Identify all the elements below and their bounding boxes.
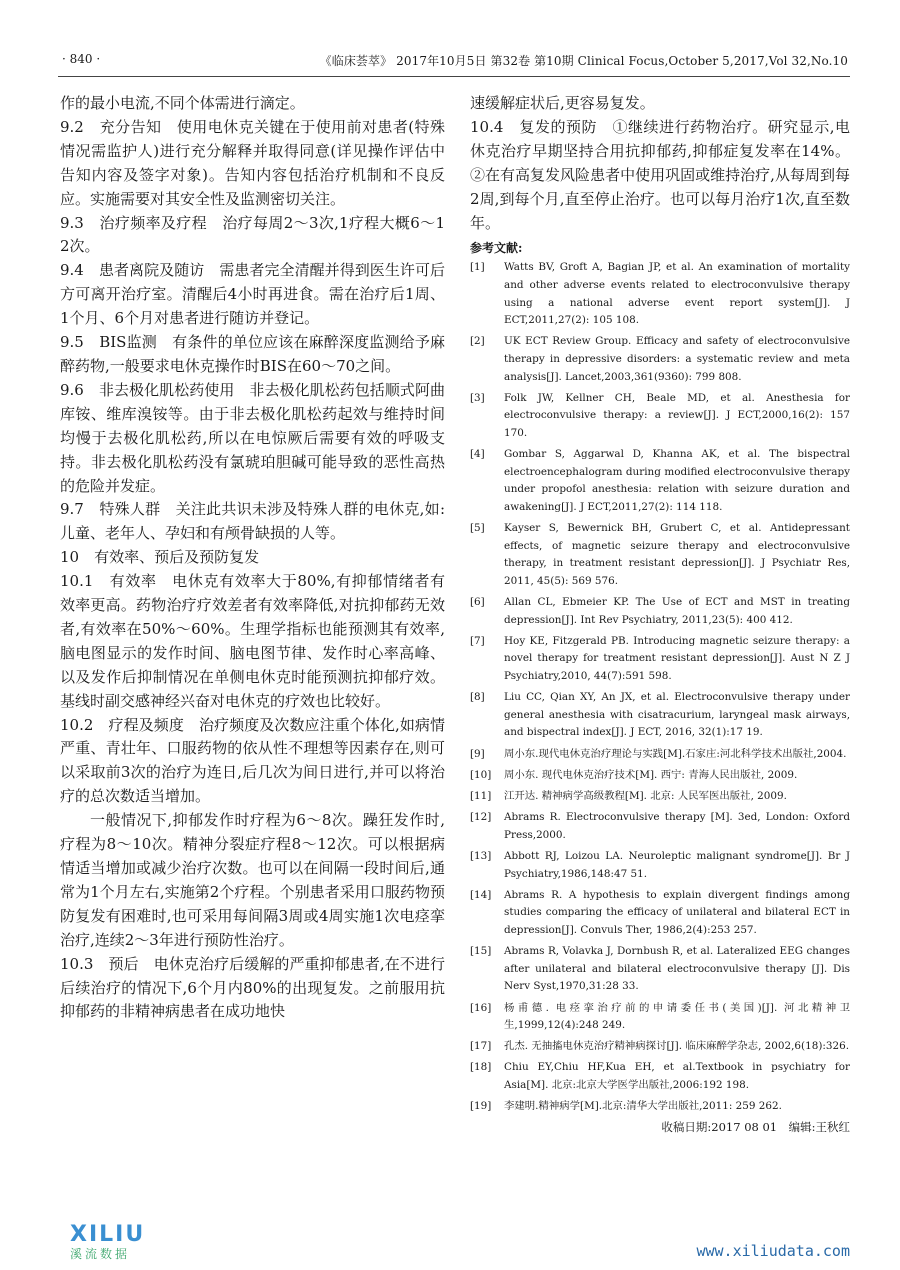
reference-item	[470, 633, 850, 686]
right-column	[470, 92, 850, 1232]
paragraph: 10.4 复发的预防 ①继续进行药物治疗。研究显示,电休克治疗早期坚持合用抗抑郁药,抑郁症复发率在14%。②在有高复发风险患者中使用巩固或维持治疗,从每周到每2周,到每个月,直至停止治疗。也可以每月治疗1次,直至数年。	[470, 117, 850, 232]
reference-number: [1]	[470, 261, 485, 274]
running-header	[62, 52, 848, 74]
section-heading: 10 有效率、预后及预防复发	[60, 548, 260, 567]
reference-item	[470, 594, 850, 629]
reference-item	[470, 1000, 850, 1035]
reference-number: [10]	[470, 768, 492, 781]
reference-text: 孔杰. 无抽搐电休克治疗精神病探讨[J]. 临床麻醉学杂志, 2002,6(18):326.	[504, 1040, 850, 1053]
reference-text: Abrams R. Electroconvulsive therapy [M]. 3ed, London: Oxford Press,2000.	[504, 811, 850, 841]
reference-text: Gombar S, Aggarwal D, Khanna AK, et al. The bispectral electroencephalogram during modified electroconvulsive therapy under propofol anesthesia: relation with seizure duration and awakening[J]. J ECT,2011,27(2): 114 118.	[504, 448, 850, 513]
reference-number: [2]	[470, 335, 485, 348]
journal-info: 《临床荟萃》 2017年10月5日 第32卷 第10期 Clinical Focus,October 5,2017,Vol 32,No.10	[319, 54, 848, 68]
reference-number: [3]	[470, 391, 485, 404]
reference-number: [19]	[470, 1100, 492, 1113]
reference-text: Liu CC, Qian XY, An JX, et al. Electroconvulsive therapy under general anesthesia with cisatracurium, laryngeal mask airways, and bispectral index[J]. J ECT, 2016, 32(1):17 19.	[504, 691, 850, 739]
reference-item	[470, 809, 850, 844]
reference-number: [8]	[470, 691, 485, 704]
reference-text: Watts BV, Groft A, Bagian JP, et al. An examination of mortality and other adverse events related to electroconvulsive therapy using a national adverse event report system[J]. J ECT,2011,27(2): 105 108.	[504, 261, 850, 327]
reference-item	[470, 848, 850, 883]
reference-text: Abrams R. A hypothesis to explain divergent findings among studies comparing the efficacy of unilateral and bilateral ECT in depression[J]. Convuls Ther, 1986,2(4):253 257.	[504, 888, 850, 936]
reference-number: [13]	[470, 849, 492, 862]
reference-number: [12]	[470, 811, 492, 824]
paragraph: 9.7 特殊人群 关注此共识未涉及特殊人群的电休克,如:儿童、老年人、孕妇和有颅骨缺损的人等。	[60, 500, 445, 543]
reference-text: 周小东. 现代电休克治疗技术[M]. 西宁: 青海人民出版社, 2009.	[504, 768, 798, 781]
reference-item	[470, 259, 850, 329]
header-rule	[58, 76, 850, 77]
reference-text: Hoy KE, Fitzgerald PB. Introducing magnetic seizure therapy: a novel therapy for treatment resistant depression[J]. Aust N Z J Psychiatry,2010, 44(7):591 598.	[504, 634, 850, 683]
logo-mark: XILIU	[70, 1222, 146, 1247]
reference-item	[470, 1098, 850, 1116]
reference-text: 江开达. 精神病学高级教程[M]. 北京: 人民军医出版社, 2009.	[504, 790, 787, 802]
reference-item	[470, 1038, 850, 1056]
paragraph: 9.3 治疗频率及疗程 治疗每周2～3次,1疗程大概6～12次。	[60, 213, 445, 256]
reference-number: [5]	[470, 522, 485, 535]
received-note: 收稿日期:2017 08 01 编辑:王秋红	[661, 1120, 850, 1135]
reference-item	[470, 746, 850, 764]
reference-number: [6]	[470, 596, 485, 609]
right-paragraphs	[470, 92, 850, 235]
reference-item	[470, 943, 850, 996]
reference-text: 李建明.精神病学[M].北京:清华大学出版社,2011: 259 262.	[504, 1100, 782, 1113]
reference-text: Abbott RJ, Loizou LA. Neuroleptic malignant syndrome[J]. Br J Psychiatry,1986,148:47 51.	[504, 849, 850, 880]
reference-text: Kayser S, Bewernick BH, Grubert C, et al. Antidepressant effects, of magnetic seizure therapy and electroconvulsive therapy, in treatment resistant depression[J]. J Psychiatr Res, 2011, 45(5): 569 576.	[504, 522, 850, 587]
website-link[interactable]: www.xiliudata.com	[696, 1242, 850, 1260]
reference-item	[470, 520, 850, 590]
reference-item	[470, 767, 850, 785]
paragraph: 一般情况下,抑郁发作时疗程为6～8次。躁狂发作时,疗程为8～10次。精神分裂症疗程8～12次。可以根据病情适当增加或减少治疗次数。也可以在间隔一段时间后,通常为1个月左右,实施第2个疗程。个别患者采用口服药物预防复发有困难时,也可采用每间隔3周或4周实施1次电痉挛治疗,连续2～3年进行预防性治疗。	[60, 811, 445, 949]
references-title: 参考文献:	[470, 241, 523, 256]
reference-item	[470, 390, 850, 443]
reference-item	[470, 1059, 850, 1094]
paragraph: 速缓解症状后,更容易复发。	[470, 94, 655, 112]
reference-item	[470, 887, 850, 940]
paragraph: 9.2 充分告知 使用电休克关键在于使用前对患者(特殊情况需监护人)进行充分解释并取得同意(详见操作评估中告知内容及签字对象)。告知内容包括治疗机制和不良反应。实施需要对其安全性及监测密切关注。	[60, 117, 445, 208]
reference-number: [9]	[470, 747, 485, 760]
reference-number: [4]	[470, 448, 485, 461]
paragraph: 10.3 预后 电休克治疗后缓解的严重抑郁患者,在不进行后续治疗的情况下,6个月内80%的出现复发。之前服用抗抑郁药的非精神病患者在成功地快	[60, 954, 445, 1021]
reference-text: Folk JW, Kellner CH, Beale MD, et al. Anesthesia for electroconvulsive therapy: a review[J]. J ECT,2000,16(2): 157 170.	[504, 391, 850, 439]
paragraph: 9.4 患者离院及随访 需患者完全清醒并得到医生许可后方可离开治疗室。清醒后4小时再进食。需在治疗后1周、1个月、6个月对患者进行随访并登记。	[60, 261, 445, 328]
reference-text: Chiu EY,Chiu HF,Kua EH, et al.Textbook in psychiatry for Asia[M]. 北京:北京大学医学出版社,2006:192 198.	[504, 1061, 850, 1092]
publisher-logo	[70, 1222, 190, 1266]
reference-item	[470, 788, 850, 806]
paragraph: 作的最小电流,不同个体需进行滴定。	[60, 94, 305, 112]
reference-number: [18]	[470, 1061, 492, 1074]
reference-list	[470, 259, 850, 1115]
left-column	[60, 92, 445, 1222]
reference-item	[470, 333, 850, 386]
reference-text: UK ECT Review Group. Efficacy and safety of electroconvulsive therapy in depressive disorders: a systematic review and meta analysis[J]. Lancet,2003,361(9360): 799 808.	[504, 335, 850, 383]
paragraph: 9.6 非去极化肌松药使用 非去极化肌松药包括顺式阿曲库铵、维库溴铵等。由于非去极化肌松药起效与维持时间均慢于去极化肌松药,所以在电惊厥后需要有效的呼吸支持。非去极化肌松药没有氯琥珀胆碱可能导致的恶性高热的危险并发症。	[60, 380, 445, 495]
reference-number: [7]	[470, 634, 485, 647]
reference-number: [17]	[470, 1040, 492, 1053]
reference-number: [11]	[470, 790, 492, 802]
reference-text: 周小东.现代电休克治疗理论与实践[M].石家庄:河北科学技术出版社,2004.	[504, 747, 847, 760]
reference-text: Abrams R, Volavka J, Dornbush R, et al. Lateralized EEG changes after unilateral and bilateral electroconvulsive therapy [J]. Dis Nerv Syst,1970,31:28 33.	[504, 945, 850, 993]
reference-number: [14]	[470, 888, 492, 901]
reference-item	[470, 446, 850, 516]
logo-subtitle: 溪流数据	[70, 1247, 131, 1261]
reference-text: 杨甫德. 电痉挛治疗前的申请委任书(美国)[J]. 河北精神卫生,1999,12(4):248 249.	[504, 1001, 850, 1032]
reference-number: [15]	[470, 945, 492, 958]
paragraph: 10.1 有效率 电休克有效率大于80%,有抑郁情绪者有效率更高。药物治疗疗效差者有效率降低,对抗抑郁药无效者,有效率在50%～60%。生理学指标也能预测其有效率,脑电图显示的发作时间、脑电图节律、发作时心率高峰、以及发作后抑制情况在单侧电休克时能预测抗抑郁疗效。基线时副交感神经兴奋对电休克的疗效也比较好。	[60, 572, 445, 710]
reference-number: [16]	[470, 1001, 492, 1014]
page-number: · 840 ·	[62, 52, 101, 66]
paragraph: 10.2 疗程及频度 治疗频度及次数应注重个体化,如病情严重、青壮年、口服药物的依从性不理想等因素存在,则可以采取前3次的治疗为连日,后几次为间日进行,并可以将治疗的总次数适当增加。	[60, 715, 445, 806]
reference-item	[470, 689, 850, 742]
reference-text: Allan CL, Ebmeier KP. The Use of ECT and MST in treating depression[J]. Int Rev Psychiatry, 2011,23(5): 400 412.	[504, 596, 850, 626]
paragraph: 9.5 BIS监测 有条件的单位应该在麻醉深度监测给予麻醉药物,一般要求电休克操作时BIS在60～70之间。	[60, 333, 445, 375]
